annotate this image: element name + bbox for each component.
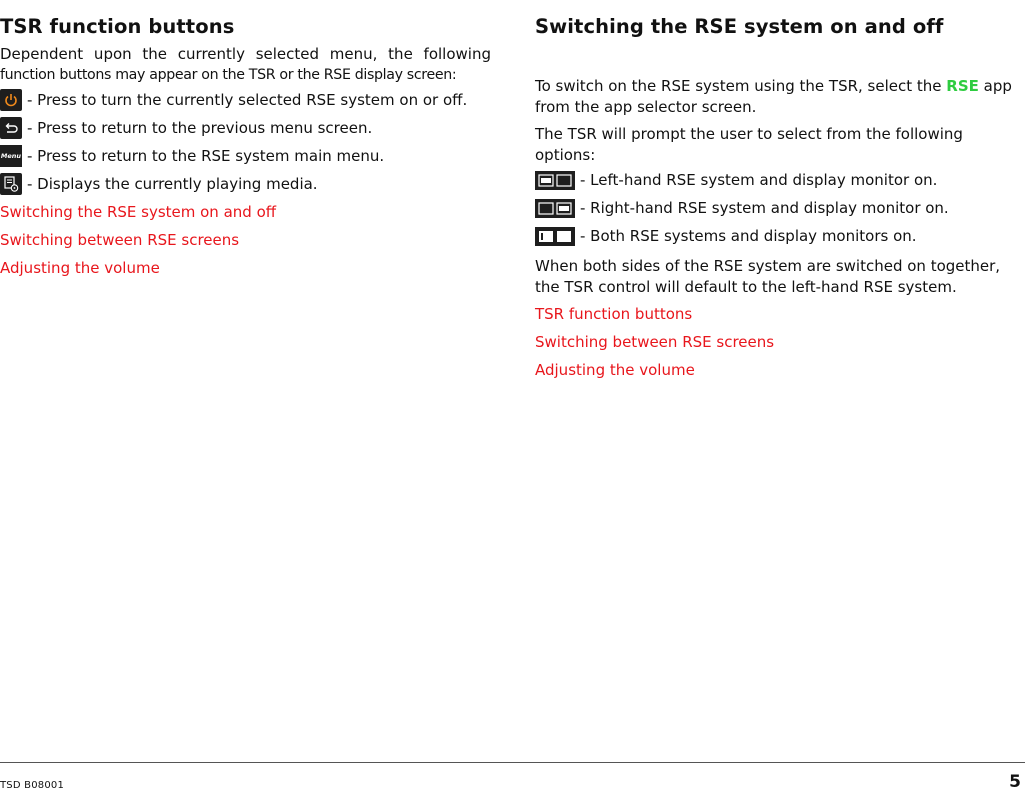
left-column — [0, 14, 491, 282]
button-description: - Displays the currently playing media. — [27, 175, 318, 193]
option-row-right-hand — [535, 194, 1025, 222]
intro-line-1: Dependent upon the currently selected menu, the following — [0, 45, 491, 63]
button-row-menu — [0, 142, 491, 170]
option-row-left-hand — [535, 166, 1025, 194]
left-hand-screen-icon — [535, 171, 575, 190]
document-code: TSD B08001 — [0, 780, 65, 791]
page-number: 5 — [1009, 772, 1021, 792]
option-description: - Both RSE systems and display monitors on. — [580, 227, 917, 245]
media-icon — [0, 173, 22, 195]
link-adjusting-volume[interactable]: Adjusting the volume — [0, 259, 160, 277]
button-description: - Press to return to the previous menu screen. — [27, 119, 373, 137]
prompt-paragraph: The TSR will prompt the user to select from the following options: — [535, 125, 963, 164]
button-row-back — [0, 114, 491, 142]
button-description: - Press to turn the currently selected RSE system on or off. — [27, 91, 468, 109]
section-heading-switching-on-off: Switching the RSE system on and off — [535, 15, 944, 38]
option-row-both — [535, 222, 1025, 250]
footer-divider — [0, 762, 1025, 763]
rse-app-name: RSE — [946, 77, 979, 95]
section-heading-tsr-function-buttons: TSR function buttons — [0, 15, 235, 38]
instruction-text-before: To switch on the RSE system using the TSR, select the — [535, 77, 947, 95]
link-tsr-function-buttons[interactable]: TSR function buttons — [535, 305, 693, 323]
link-switching-screens[interactable]: Switching between RSE screens — [535, 333, 775, 351]
link-switching-screens[interactable]: Switching between RSE screens — [0, 231, 240, 249]
link-adjusting-volume[interactable]: Adjusting the volume — [535, 361, 695, 379]
instruction-text-after: app from the app selector screen. — [535, 77, 1012, 116]
option-description: - Right-hand RSE system and display monitor on. — [580, 199, 949, 217]
both-screens-icon — [535, 227, 575, 246]
button-row-power — [0, 86, 491, 114]
back-icon — [0, 117, 22, 139]
right-hand-screen-icon — [535, 199, 575, 218]
right-column — [535, 14, 1025, 384]
button-row-media — [0, 170, 491, 198]
default-behaviour-paragraph: When both sides of the RSE system are switched on together, the TSR control will default to the left-hand RSE system. — [535, 257, 1001, 296]
link-switching-on-off[interactable]: Switching the RSE system on and off — [0, 203, 277, 221]
button-description: - Press to return to the RSE system main menu. — [27, 147, 385, 165]
instruction-paragraph — [535, 76, 1025, 118]
option-description: - Left-hand RSE system and display monitor on. — [580, 171, 938, 189]
menu-icon: Menu — [0, 145, 22, 167]
power-icon — [0, 89, 22, 111]
intro-line-2: function buttons may appear on the TSR or the RSE display screen: — [0, 67, 457, 83]
